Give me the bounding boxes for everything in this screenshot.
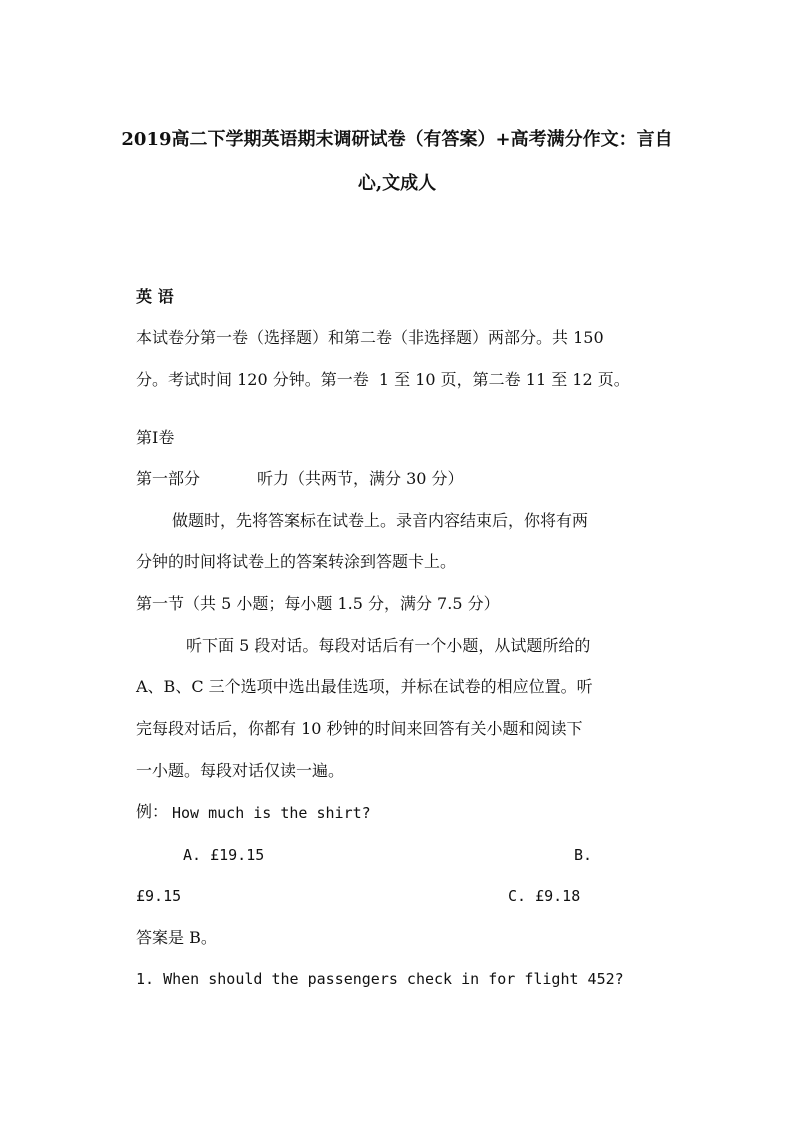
intro-line-1: 本试卷分第一卷（选择题）和第二卷（非选择题）两部分。共 150: [136, 328, 604, 347]
instruction-line-1: 做题时，先将答案标在试卷上。录音内容结束后，你将有两: [172, 511, 589, 530]
part1-label: 第一部分: [136, 469, 201, 488]
question-1: 1. When should the passengers check in for flight 452?: [136, 970, 624, 988]
section1-para-line-4: 一小题。每段对话仅读一遍。: [136, 761, 345, 780]
section1-para-line-3: 完每段对话后，你都有 10 秒钟的时间来回答有关小题和阅读下: [136, 719, 583, 738]
section1-para-line-2: A、B、C 三个选项中选出最佳选项，并标在试卷的相应位置。听: [136, 677, 593, 696]
instruction-line-2: 分钟的时间将试卷上的答案转涂到答题卡上。: [136, 552, 457, 571]
subject-heading: 英 语: [136, 287, 174, 306]
answer-line: 答案是 B。: [136, 928, 217, 947]
option-c: C. £9.18: [508, 887, 581, 905]
volume-heading: 第Ⅰ卷: [136, 428, 175, 447]
intro-line-2: 分。考试时间 120 分钟。第一卷 1 至 10 页，第二卷 11 至 12 页。: [136, 370, 630, 389]
option-b-value: £9.15: [136, 887, 182, 905]
part1-title: 听力（共两节，满分 30 分）: [257, 469, 464, 488]
document-title: [110, 118, 684, 206]
section1-para-line-1: 听下面 5 段对话。每段对话后有一个小题，从试题所给的: [186, 636, 591, 655]
title-line-1: 2019高二下学期英语期末调研试卷（有答案）+高考满分作文：言自: [121, 129, 673, 150]
section1-heading: 第一节（共 5 小题；每小题 1.5 分，满分 7.5 分）: [136, 594, 500, 613]
option-b-label: B.: [574, 846, 593, 864]
option-a: A. £19.15: [183, 846, 265, 864]
title-line-2: 心,文成人: [357, 173, 437, 194]
example-prefix: 例：: [136, 802, 169, 821]
example-question: How much is the shirt?: [172, 804, 371, 822]
